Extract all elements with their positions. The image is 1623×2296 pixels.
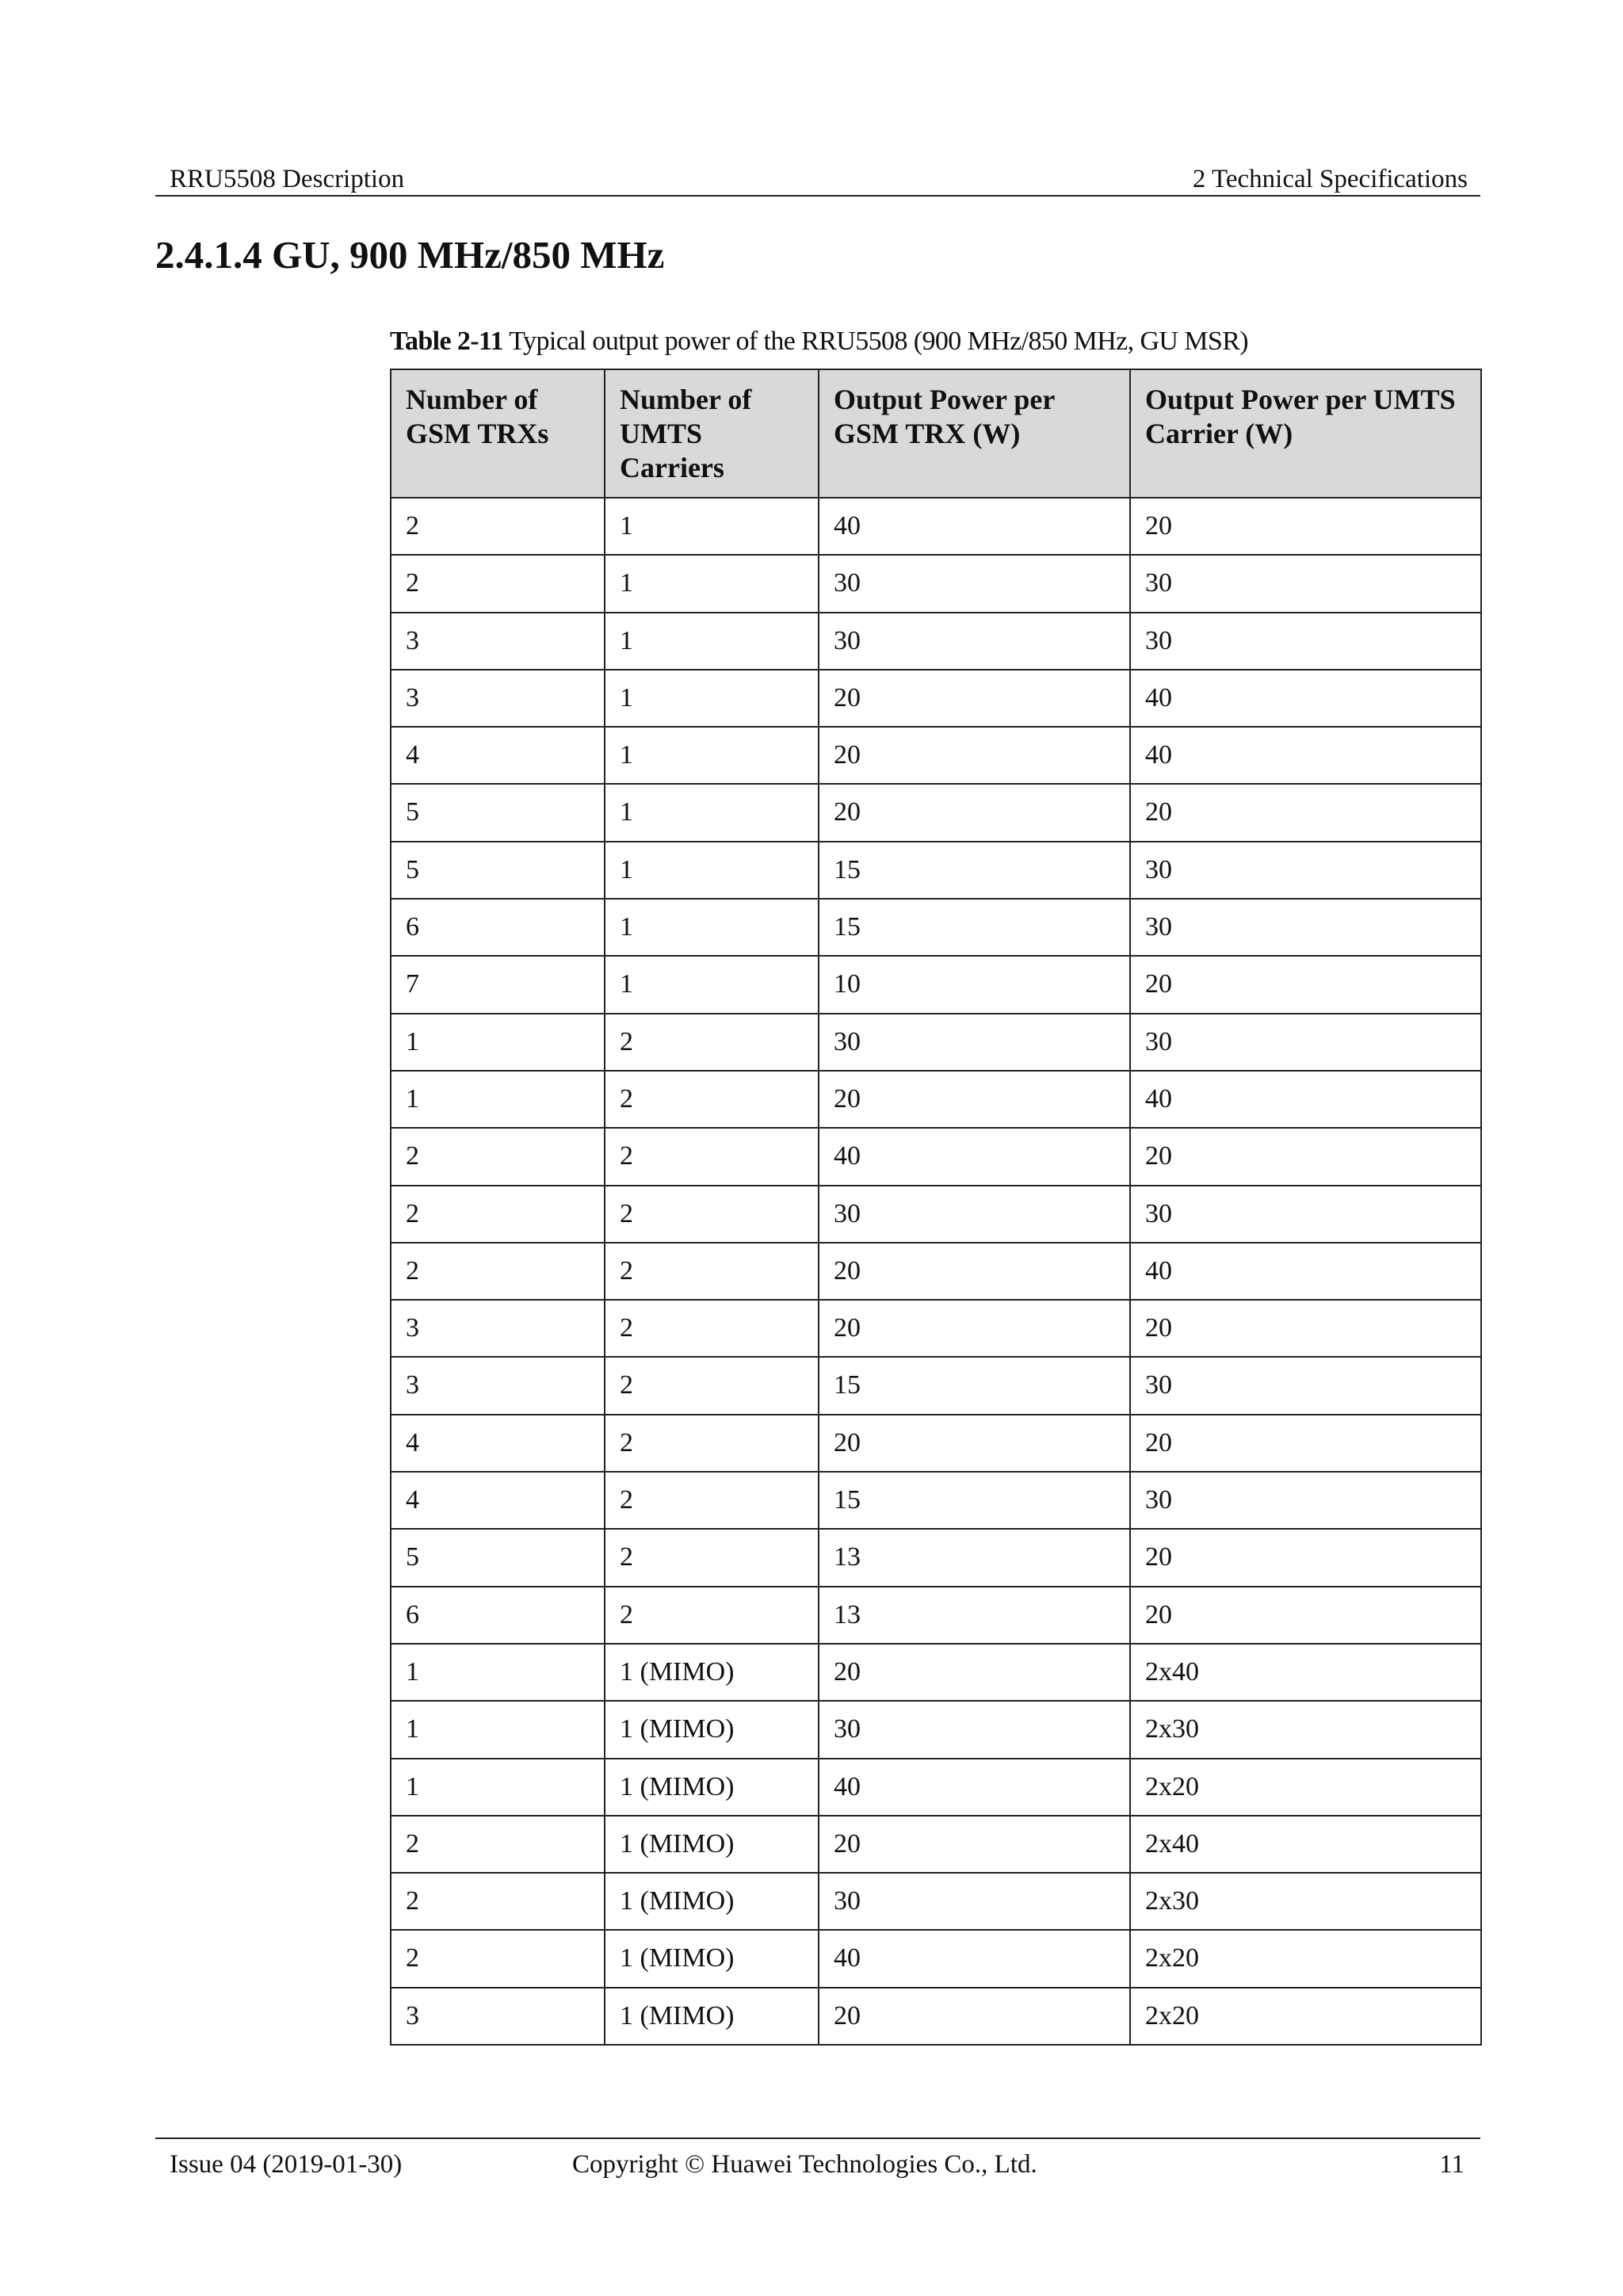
table-cell: 1 <box>605 555 819 612</box>
table-caption-label: Table 2-11 <box>390 327 503 356</box>
table-cell: 30 <box>819 1014 1130 1071</box>
table-cell: 20 <box>819 727 1130 784</box>
table-cell: 30 <box>1130 842 1481 899</box>
table-row <box>391 498 1481 555</box>
table-row <box>391 1529 1481 1586</box>
table-cell: 2x20 <box>1130 1988 1481 2045</box>
table-row <box>391 1243 1481 1300</box>
table-cell: 2 <box>391 555 605 612</box>
table-cell: 20 <box>819 1071 1130 1128</box>
table-cell: 10 <box>819 956 1130 1013</box>
table-cell: 1 <box>605 670 819 727</box>
table-row <box>391 842 1481 899</box>
table-row <box>391 1701 1481 1758</box>
header-chapter-title: 2 Technical Specifications <box>1192 165 1468 193</box>
table-cell: 5 <box>391 842 605 899</box>
table-cell: 1 (MIMO) <box>605 1988 819 2045</box>
table-row <box>391 956 1481 1013</box>
table-cell: 20 <box>819 1644 1130 1701</box>
table-row <box>391 1930 1481 1987</box>
table-row <box>391 1300 1481 1357</box>
table-cell: 1 <box>391 1644 605 1701</box>
table-row <box>391 1071 1481 1128</box>
table-cell: 1 (MIMO) <box>605 1873 819 1930</box>
footer-issue: Issue 04 (2019-01-30) <box>170 2150 403 2179</box>
table-cell: 2 <box>605 1128 819 1185</box>
table-cell: 30 <box>1130 1186 1481 1243</box>
table-row <box>391 1357 1481 1414</box>
table-cell: 2 <box>391 1930 605 1987</box>
page-header <box>155 163 1480 197</box>
table-row <box>391 1128 1481 1185</box>
table-cell: 20 <box>1130 1529 1481 1586</box>
table-cell: 40 <box>1130 1071 1481 1128</box>
table-cell: 40 <box>1130 1243 1481 1300</box>
table-cell: 6 <box>391 1587 605 1644</box>
table-cell: 30 <box>819 613 1130 670</box>
table-caption-text: Typical output power of the RRU5508 (900 MHz/850 MHz, GU MSR) <box>509 327 1249 356</box>
table-cell: 2 <box>391 1873 605 1930</box>
output-power-table <box>390 369 1482 2046</box>
table-cell: 20 <box>1130 784 1481 841</box>
table-cell: 30 <box>819 1701 1130 1758</box>
table-row <box>391 670 1481 727</box>
table-cell: 1 <box>605 727 819 784</box>
table-cell: 2 <box>605 1472 819 1529</box>
table-cell: 40 <box>819 1930 1130 1987</box>
table-cell: 30 <box>1130 555 1481 612</box>
page-footer <box>155 2137 1480 2179</box>
table-row <box>391 899 1481 956</box>
table-cell: 2 <box>391 1186 605 1243</box>
table-cell: 20 <box>1130 1587 1481 1644</box>
section-title: 2.4.1.4 GU, 900 MHz/850 MHz <box>155 233 665 277</box>
table-cell: 40 <box>819 1759 1130 1816</box>
table-cell: 3 <box>391 1988 605 2045</box>
table-row <box>391 1014 1481 1071</box>
table-cell: 2 <box>605 1587 819 1644</box>
table-cell: 20 <box>1130 1128 1481 1185</box>
table-cell: 2 <box>391 1243 605 1300</box>
table-cell: 1 (MIMO) <box>605 1816 819 1873</box>
table-cell: 1 <box>391 1701 605 1758</box>
table-cell: 4 <box>391 1415 605 1472</box>
column-header-power-per-gsm-trx: Output Power per GSM TRX (W) <box>819 369 1130 498</box>
footer-page-number: 11 <box>1439 2150 1465 2179</box>
table-cell: 1 <box>605 956 819 1013</box>
table-cell: 3 <box>391 613 605 670</box>
table-row <box>391 613 1481 670</box>
table-cell: 20 <box>1130 1415 1481 1472</box>
table-cell: 20 <box>819 1816 1130 1873</box>
table-cell: 40 <box>819 1128 1130 1185</box>
table-cell: 5 <box>391 1529 605 1586</box>
table-row <box>391 727 1481 784</box>
table-cell: 30 <box>1130 1472 1481 1529</box>
table-cell: 20 <box>1130 1300 1481 1357</box>
table-cell: 1 <box>605 899 819 956</box>
table-cell: 1 <box>605 784 819 841</box>
table-row <box>391 555 1481 612</box>
table-cell: 15 <box>819 842 1130 899</box>
table-cell: 30 <box>819 555 1130 612</box>
table-cell: 2x20 <box>1130 1759 1481 1816</box>
table-cell: 2x30 <box>1130 1701 1481 1758</box>
table-cell: 30 <box>1130 613 1481 670</box>
table-cell: 4 <box>391 727 605 784</box>
table-cell: 3 <box>391 1357 605 1414</box>
table-cell: 20 <box>1130 498 1481 555</box>
table-row <box>391 1873 1481 1930</box>
table-cell: 2 <box>605 1014 819 1071</box>
table-row <box>391 1186 1481 1243</box>
table-cell: 1 (MIMO) <box>605 1759 819 1816</box>
table-cell: 1 <box>391 1071 605 1128</box>
table-cell: 20 <box>819 1415 1130 1472</box>
table-cell: 2x40 <box>1130 1816 1481 1873</box>
table-cell: 2 <box>605 1529 819 1586</box>
table-cell: 30 <box>819 1186 1130 1243</box>
table-cell: 1 (MIMO) <box>605 1644 819 1701</box>
table-cell: 15 <box>819 899 1130 956</box>
table-cell: 1 <box>391 1014 605 1071</box>
table-header-row <box>391 369 1481 498</box>
table-row <box>391 1415 1481 1472</box>
table-row <box>391 784 1481 841</box>
table-cell: 2 <box>605 1186 819 1243</box>
table-cell: 13 <box>819 1587 1130 1644</box>
table-row <box>391 1644 1481 1701</box>
table-row <box>391 1816 1481 1873</box>
table-body <box>391 498 1481 2045</box>
table-cell: 6 <box>391 899 605 956</box>
table-cell: 20 <box>819 1300 1130 1357</box>
header-document-title: RRU5508 Description <box>170 165 405 193</box>
table-cell: 13 <box>819 1529 1130 1586</box>
table-cell: 40 <box>1130 727 1481 784</box>
table-cell: 1 <box>391 1759 605 1816</box>
table-cell: 2 <box>605 1243 819 1300</box>
table-cell: 1 <box>605 613 819 670</box>
table-cell: 1 <box>605 842 819 899</box>
table-cell: 2 <box>391 1128 605 1185</box>
table-cell: 3 <box>391 1300 605 1357</box>
table-cell: 20 <box>819 1988 1130 2045</box>
table-cell: 3 <box>391 670 605 727</box>
table-cell: 2 <box>605 1357 819 1414</box>
table-cell: 20 <box>819 1243 1130 1300</box>
table-cell: 2 <box>391 1816 605 1873</box>
column-header-gsm-trxs: Number of GSM TRXs <box>391 369 605 498</box>
table-cell: 1 (MIMO) <box>605 1930 819 1987</box>
table-cell: 20 <box>819 784 1130 841</box>
table-cell: 2 <box>605 1071 819 1128</box>
table-cell: 2 <box>605 1415 819 1472</box>
table-cell: 2x40 <box>1130 1644 1481 1701</box>
table-cell: 2 <box>391 498 605 555</box>
table-cell: 15 <box>819 1472 1130 1529</box>
table-caption <box>390 324 1248 359</box>
table-cell: 30 <box>819 1873 1130 1930</box>
table-row <box>391 1988 1481 2045</box>
table-cell: 15 <box>819 1357 1130 1414</box>
table-row <box>391 1587 1481 1644</box>
table-cell: 2 <box>605 1300 819 1357</box>
footer-copyright: Copyright © Huawei Technologies Co., Ltd. <box>572 2150 1037 2179</box>
table-cell: 4 <box>391 1472 605 1529</box>
table-cell: 30 <box>1130 899 1481 956</box>
table-cell: 40 <box>1130 670 1481 727</box>
table-row <box>391 1472 1481 1529</box>
column-header-power-per-umts-carrier: Output Power per UMTS Carrier (W) <box>1130 369 1481 498</box>
table-cell: 20 <box>819 670 1130 727</box>
table-cell: 30 <box>1130 1014 1481 1071</box>
table-cell: 40 <box>819 498 1130 555</box>
table-cell: 20 <box>1130 956 1481 1013</box>
table-cell: 7 <box>391 956 605 1013</box>
table-row <box>391 1759 1481 1816</box>
table-cell: 5 <box>391 784 605 841</box>
table-cell: 2x20 <box>1130 1930 1481 1987</box>
table-cell: 30 <box>1130 1357 1481 1414</box>
table-cell: 1 <box>605 498 819 555</box>
table-cell: 1 (MIMO) <box>605 1701 819 1758</box>
table-cell: 2x30 <box>1130 1873 1481 1930</box>
column-header-umts-carriers: Number of UMTS Carriers <box>605 369 819 498</box>
